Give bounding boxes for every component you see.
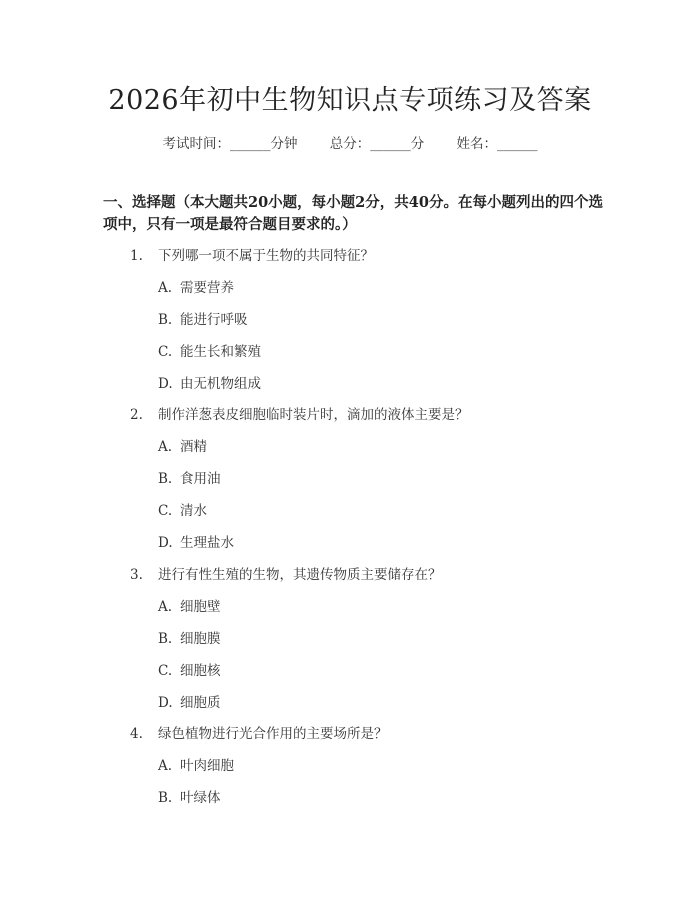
- option-text: 由无机物组成: [180, 376, 261, 392]
- question-number: 4.: [130, 726, 143, 742]
- option-3-b: [158, 627, 221, 647]
- option-letter: A.: [158, 599, 173, 615]
- option-letter: D.: [158, 376, 173, 392]
- question-4: [130, 722, 388, 742]
- option-1-c: [158, 340, 261, 360]
- option-letter: B.: [158, 312, 173, 328]
- exam-info-line: [0, 132, 700, 152]
- question-text: 制作洋葱表皮细胞临时装片时，滴加的液体主要是？: [158, 407, 469, 423]
- option-3-c: [158, 659, 221, 679]
- option-2-b: [158, 467, 221, 487]
- option-text: 酒精: [180, 439, 207, 455]
- option-letter: A.: [158, 758, 173, 774]
- total-score-field: 总分：______分: [329, 136, 425, 152]
- question-1: [130, 244, 374, 264]
- document-title: 2026年初中生物知识点专项练习及答案: [108, 85, 592, 116]
- option-letter: A.: [158, 439, 173, 455]
- option-text: 细胞壁: [180, 599, 221, 615]
- option-text: 食用油: [180, 471, 221, 487]
- exam-time-field: 考试时间：______分钟: [162, 136, 298, 152]
- option-text: 细胞膜: [180, 631, 221, 647]
- option-text: 需要营养: [180, 280, 234, 296]
- option-text: 叶肉细胞: [180, 758, 234, 774]
- option-letter: C.: [158, 503, 173, 519]
- option-letter: A.: [158, 280, 173, 296]
- option-2-a: [158, 435, 207, 455]
- option-text: 细胞核: [180, 663, 221, 679]
- option-text: 细胞质: [180, 695, 221, 711]
- option-3-d: [158, 691, 221, 711]
- option-letter: B.: [158, 631, 173, 647]
- option-4-b: [158, 786, 221, 806]
- option-2-d: [158, 531, 234, 551]
- question-text: 下列哪一项不属于生物的共同特征？: [158, 248, 374, 264]
- option-text: 清水: [180, 503, 207, 519]
- option-text: 叶绿体: [180, 790, 221, 806]
- option-letter: D.: [158, 695, 173, 711]
- option-text: 能进行呼吸: [180, 312, 248, 328]
- option-2-c: [158, 499, 207, 519]
- option-1-d: [158, 372, 261, 392]
- option-text: 能生长和繁殖: [180, 344, 261, 360]
- option-1-a: [158, 276, 234, 296]
- question-number: 2.: [130, 407, 143, 423]
- option-letter: C.: [158, 344, 173, 360]
- question-3: [130, 563, 442, 583]
- student-name-field: 姓名：______: [456, 136, 538, 152]
- question-2: [130, 403, 469, 423]
- option-letter: B.: [158, 471, 173, 487]
- option-4-a: [158, 754, 234, 774]
- option-3-a: [158, 595, 221, 615]
- question-number: 3.: [130, 567, 143, 583]
- question-text: 进行有性生殖的生物，其遗传物质主要储存在？: [158, 567, 442, 583]
- question-number: 1.: [130, 248, 143, 264]
- option-letter: B.: [158, 790, 173, 806]
- question-text: 绿色植物进行光合作用的主要场所是？: [158, 726, 388, 742]
- option-letter: C.: [158, 663, 173, 679]
- section-heading: 一、选择题（本大题共20小题，每小题2分，共40分。在每小题列出的四个选项中，只有一项是最符合题目要求的。）: [103, 194, 603, 233]
- option-text: 生理盐水: [180, 535, 234, 551]
- option-letter: D.: [158, 535, 173, 551]
- option-1-b: [158, 308, 248, 328]
